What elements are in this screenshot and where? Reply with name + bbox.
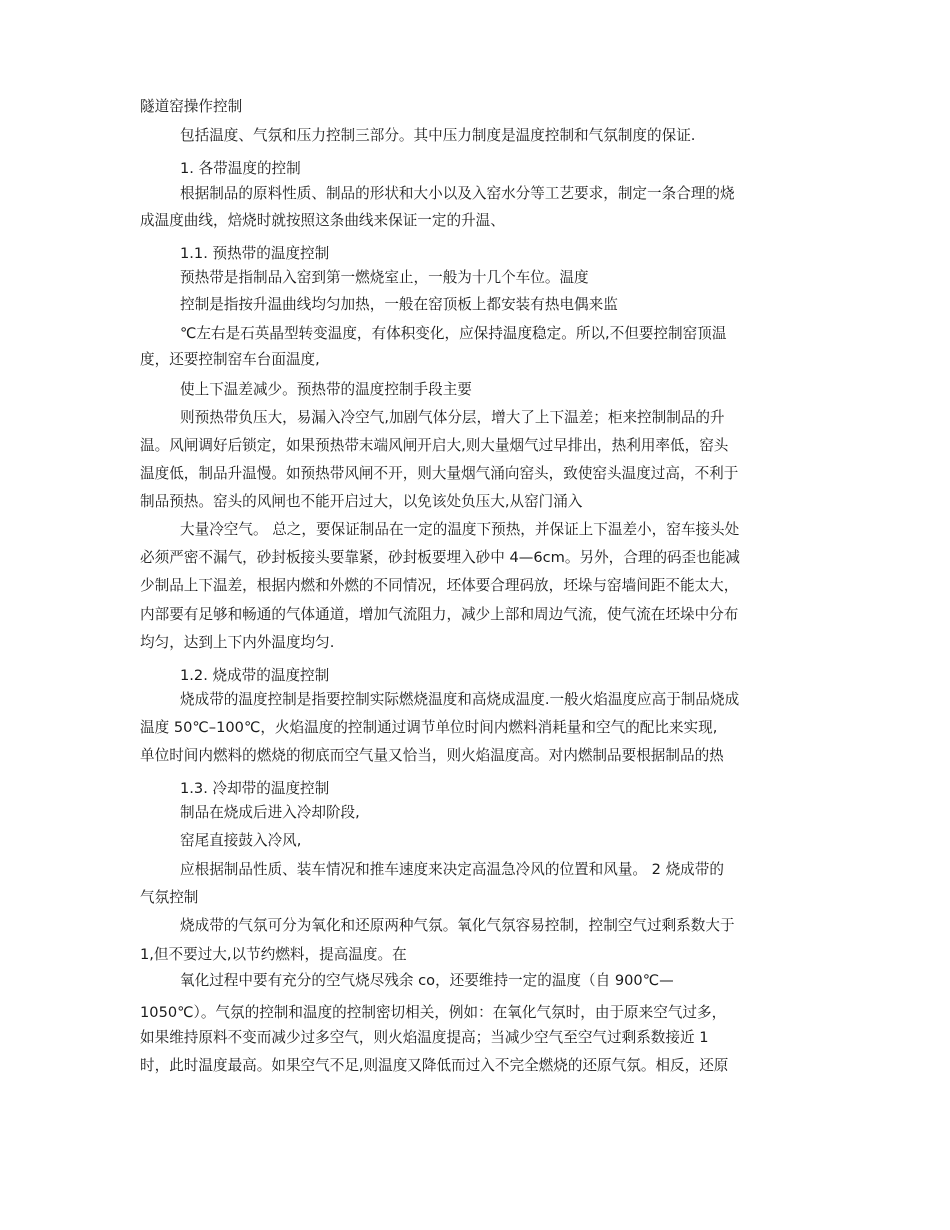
paragraph-line: 气氛控制: [140, 889, 199, 906]
paragraph-line: 单位时间内燃料的燃烧的彻底而空气量又恰当，则火焰温度高。对内燃制品要根据制品的热: [140, 747, 724, 764]
paragraph-line: 大量冷空气。 总之，要保证制品在一定的温度下预热，并保证上下温差小，窑车接头处: [180, 521, 740, 538]
paragraph-line: 根据制品的原料性质、制品的形状和大小以及入窑水分等工艺要求，制定一条合理的烧: [180, 185, 735, 202]
paragraph-line: 温度 50℃–100℃，火焰温度的控制通过调节单位时间内燃料消耗量和空气的配比来实现,: [140, 719, 718, 736]
paragraph-line: 时，此时温度最高。如果空气不足,则温度又降低而过入不完全燃烧的还原气氛。相反，还原: [140, 1057, 729, 1074]
paragraph-line: 烧成带的温度控制是指要控制实际燃烧温度和高烧成温度.一般火焰温度应高于制品烧成: [180, 691, 740, 708]
paragraph-line: 控制是指按升温曲线均匀加热，一般在窑顶板上都安装有热电偶来监: [180, 296, 618, 313]
paragraph-line: 制品预热。窑头的风闸也不能开启过大，以免该处负压大,从窑门涌入: [140, 493, 583, 510]
section-heading: 1. 各带温度的控制: [180, 160, 301, 177]
paragraph-line: 窑尾直接鼓入冷风,: [180, 832, 302, 849]
paragraph-line: 预热带是指制品入窑到第一燃烧室止，一般为十几个车位。温度: [180, 269, 589, 286]
paragraph-line: 制品在烧成后进入冷却阶段,: [180, 804, 360, 821]
section-heading: 1.2. 烧成带的温度控制: [180, 667, 330, 684]
paragraph-line: 使上下温差减少。预热带的温度控制手段主要: [180, 381, 472, 398]
paragraph-line: 1050℃）。气氛的控制和温度的控制密切相关，例如：在氧化气氛时，由于原来空气过多，: [140, 1004, 727, 1021]
paragraph-line: 1,但不要过大,以节约燃料，提高温度。在: [140, 946, 407, 963]
paragraph-line: 则预热带负压大，易漏入冷空气,加剧气体分层，增大了上下温差；柜来控制制品的升: [180, 409, 725, 426]
paragraph-line: 均匀，达到上下内外温度均匀.: [140, 634, 335, 651]
paragraph-line: 温度低，制品升温慢。如预热带风闸不开，则大量烟气涌向窑头，致使窑头温度过高，不利于: [140, 465, 739, 482]
paragraph-line: 内部要有足够和畅通的气体通道，增加气流阻力，减少上部和周边气流，使气流在坯垛中分布: [140, 606, 739, 623]
paragraph-line: 少制品上下温差，根据内燃和外燃的不同情况，坯体要合理码放，坯垛与窑墙间距不能太大，: [140, 577, 739, 594]
paragraph-line: 包括温度、气氛和压力控制三部分。其中压力制度是温度控制和气氛制度的保证.: [180, 127, 696, 144]
section-heading: 1.3. 冷却带的温度控制: [180, 780, 330, 797]
paragraph-line: 成温度曲线，焙烧时就按照这条曲线来保证一定的升温、: [140, 212, 505, 229]
paragraph-line: 氧化过程中要有充分的空气烧尽残余 co，还要维持一定的温度（自 900℃—: [180, 972, 674, 989]
paragraph-line: 度，还要控制窑车台面温度,: [140, 351, 320, 368]
paragraph-line: 必须严密不漏气，砂封板接头要靠紧，砂封板要埋入砂中 4—6cm。另外，合理的码歪也能减: [140, 549, 741, 566]
paragraph-line: 烧成带的气氛可分为氧化和还原两种气氛。氧化气氛容易控制，控制空气过剩系数大于: [180, 917, 735, 934]
paragraph-line: 应根据制品性质、装车情况和推车速度来决定高温急冷风的位置和风量。 2 烧成带的: [180, 861, 724, 878]
paragraph-line: 温。风闸调好后锁定，如果预热带末端风闸开启大,则大量烟气过早排出，热利用率低，窑头: [140, 437, 729, 454]
document-title: 隧道窑操作控制: [140, 98, 243, 115]
paragraph-line: ℃左右是石英晶型转变温度，有体积变化，应保持温度稳定。所以,不但要控制窑顶温: [180, 325, 727, 342]
section-heading: 1.1. 预热带的温度控制: [180, 245, 330, 262]
paragraph-line: 如果维持原料不变而减少过多空气，则火焰温度提高；当减少空气至空气过剩系数接近 1: [140, 1029, 709, 1046]
